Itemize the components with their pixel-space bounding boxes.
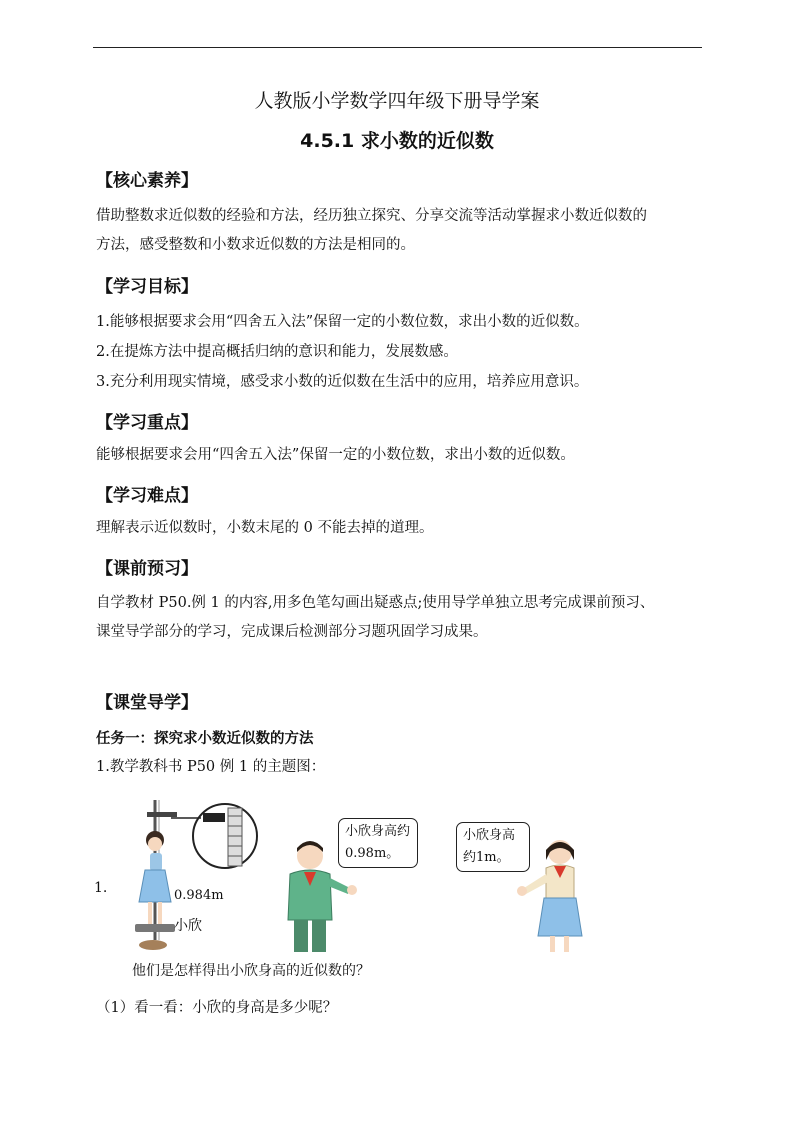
goal-item-1: 1.能够根据要求会用“四舍五入法”保留一定的小数位数，求出小数的近似数。 (96, 314, 589, 330)
key-points-text: 能够根据要求会用“四舍五入法”保留一定的小数位数，求出小数的近似数。 (96, 447, 575, 463)
heading-class-guide: 【课堂导学】 (96, 693, 198, 713)
theme-illustration (92, 800, 612, 990)
heading-goals: 【学习目标】 (96, 277, 198, 297)
lesson-title: 4.5.1 求小数的近似数 (300, 130, 494, 152)
heading-preview: 【课前预习】 (96, 559, 198, 579)
speech-bubble-girl-line-2: 约1m。 (463, 850, 510, 865)
preview-line-2: 课堂导学部分的学习，完成课后检测部分习题巩固学习成果。 (96, 624, 488, 640)
heading-core-literacy: 【核心素养】 (96, 171, 198, 191)
speech-bubble-girl-line-1: 小欣身高 (463, 828, 516, 843)
illustration-question: 他们是怎样得出小欣身高的近似数的？ (132, 963, 370, 979)
preview-line-1: 自学教材 P50.例 1 的内容,用多色笔勾画出疑惑点;使用导学单独立思考完成课前预习、 (96, 595, 655, 611)
task-one-title: 任务一：探究求小数近似数的方法 (96, 731, 314, 747)
goal-item-3: 3.充分利用现实情境，感受求小数的近似数在生活中的应用，培养应用意识。 (96, 374, 589, 390)
difficulties-text: 理解表示近似数时，小数末尾的 0 不能去掉的道理。 (96, 520, 434, 536)
speech-bubble-boy (338, 818, 418, 868)
heading-key-points: 【学习重点】 (96, 413, 198, 433)
goal-item-2: 2.在提炼方法中提高概括归纳的意识和能力，发展数感。 (96, 344, 458, 360)
step-one-text: 1.教学教科书 P50 例 1 的主题图： (96, 759, 326, 775)
height-measure-illustration (117, 800, 277, 960)
girl-figure (508, 836, 588, 956)
speech-bubble-boy-line-1: 小欣身高约 (345, 824, 411, 839)
heading-difficulties: 【学习难点】 (96, 486, 198, 506)
header-rule (93, 47, 702, 48)
sub-question-1: （1）看一看：小欣的身高是多少呢？ (96, 1000, 338, 1016)
document-title: 人教版小学数学四年级下册导学案 (254, 90, 540, 112)
core-literacy-line-1: 借助整数求近似数的经验和方法，经历独立探究、分享交流等活动掌握求小数近似数的 (96, 208, 647, 224)
height-label: 0.984m (174, 888, 224, 903)
core-literacy-line-2: 方法，感受整数和小数求近似数的方法是相同的。 (96, 237, 415, 253)
illustration-number: 1. (94, 880, 108, 896)
speech-bubble-boy-line-2: 0.98m。 (345, 846, 400, 861)
name-label: 小欣 (174, 918, 202, 934)
